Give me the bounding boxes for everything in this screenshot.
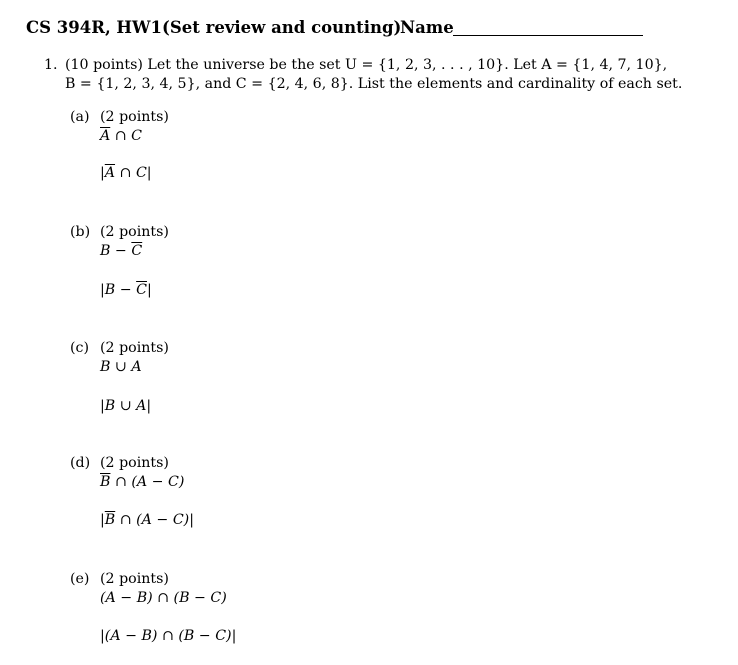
problem-number: 1. <box>44 57 58 73</box>
set-expression: (A − B) ∩ (B − C) <box>100 590 227 606</box>
cardinality-open: | <box>100 165 105 181</box>
part-label: (b) <box>70 224 91 240</box>
name-label: Name <box>400 18 454 37</box>
complement-operand: $\overline{A}$ <box>104 165 116 181</box>
part-points: (2 points) <box>100 340 169 356</box>
cardinality-expression <box>100 164 152 183</box>
cardinality-expression <box>100 511 194 530</box>
part-points: (2 points) <box>100 571 169 587</box>
cardinality-close: | <box>146 282 152 298</box>
part-points: (2 points) <box>100 224 169 240</box>
expression-rest: ∩ (A − C) <box>110 474 185 490</box>
part-points: (2 points) <box>100 109 169 125</box>
header <box>26 18 716 44</box>
problem-statement-line-2: B = {1, 2, 3, 4, 5}, and C = {2, 4, 6, 8}. List the elements and cardinality of each set. <box>65 76 683 92</box>
set-expression <box>100 473 184 492</box>
part-points: (2 points) <box>100 455 169 471</box>
set-expression: B ∪ A <box>100 359 142 375</box>
complement-operand: $\overline{B}$ <box>104 512 116 528</box>
cardinality-expression: |(A − B) ∩ (B − C)| <box>100 628 237 644</box>
problem-statement-line-1: (10 points) Let the universe be the set U = {1, 2, 3, . . . , 10}. Let A = {1, 4, 7, 10}, <box>65 57 668 73</box>
part-label: (d) <box>70 455 91 471</box>
complement-operand: $\overline{A}$ <box>100 128 111 144</box>
complement-operand: $\overline{C}$ <box>131 243 143 259</box>
name-blank-line <box>453 35 643 36</box>
cardinality-rest: ∩ (A − C)| <box>115 512 194 528</box>
cardinality-expression <box>100 281 152 300</box>
set-expression <box>100 242 142 261</box>
set-expression <box>100 127 142 146</box>
homework-title: CS 394R, HW1(Set review and counting) <box>26 18 402 37</box>
cardinality-expression: |B ∪ A| <box>100 398 152 414</box>
part-label: (a) <box>70 109 90 125</box>
expression-rest: ∩ C <box>110 128 143 144</box>
part-label: (e) <box>70 571 90 587</box>
cardinality-open: | <box>100 512 105 528</box>
cardinality-rest: ∩ C| <box>115 165 152 181</box>
expression-start: B − <box>100 243 132 259</box>
complement-operand: $\overline{C}$ <box>136 282 147 298</box>
cardinality-start: |B − <box>100 282 137 298</box>
complement-operand: $\overline{B}$ <box>100 474 111 490</box>
part-label: (c) <box>70 340 90 356</box>
problem-statement <box>65 56 685 94</box>
